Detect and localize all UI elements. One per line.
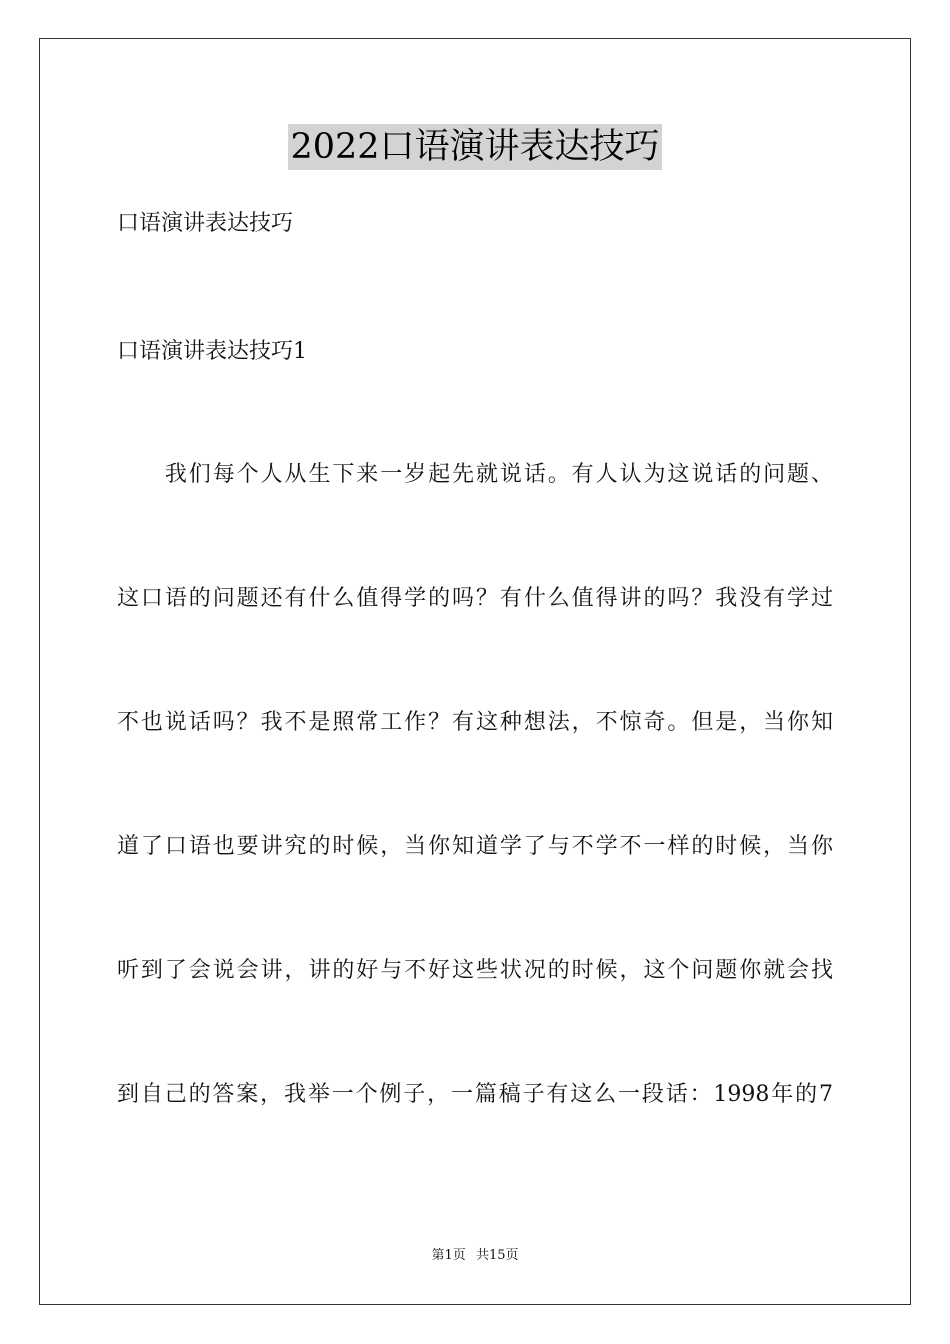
total-pages: 共15页 <box>475 1248 519 1263</box>
page-number: 第1页 <box>431 1248 466 1263</box>
subtitle: 口语演讲表达技巧 <box>117 211 294 236</box>
page-footer <box>0 1247 950 1265</box>
paragraph-line: 听到了会说会讲，讲的好与不好这些状况的时候，这个问题你就会找 <box>117 958 833 983</box>
paragraph-line: 道了口语也要讲究的时候，当你知道学了与不学不一样的时候，当你 <box>117 834 833 859</box>
title-container <box>0 124 950 170</box>
section-heading: 口语演讲表达技巧1 <box>117 339 307 364</box>
document-title: 2022口语演讲表达技巧 <box>288 124 661 170</box>
paragraph-line: 到自己的答案，我举一个例子，一篇稿子有这么一段话：1998年的7 <box>117 1082 833 1107</box>
paragraph-line: 这口语的问题还有什么值得学的吗？有什么值得讲的吗？我没有学过 <box>117 586 833 611</box>
paragraph-line: 不也说话吗？我不是照常工作？有这种想法，不惊奇。但是，当你知 <box>117 710 833 735</box>
paragraph-line: 我们每个人从生下来一岁起先就说话。有人认为这说话的问题、 <box>117 462 833 487</box>
